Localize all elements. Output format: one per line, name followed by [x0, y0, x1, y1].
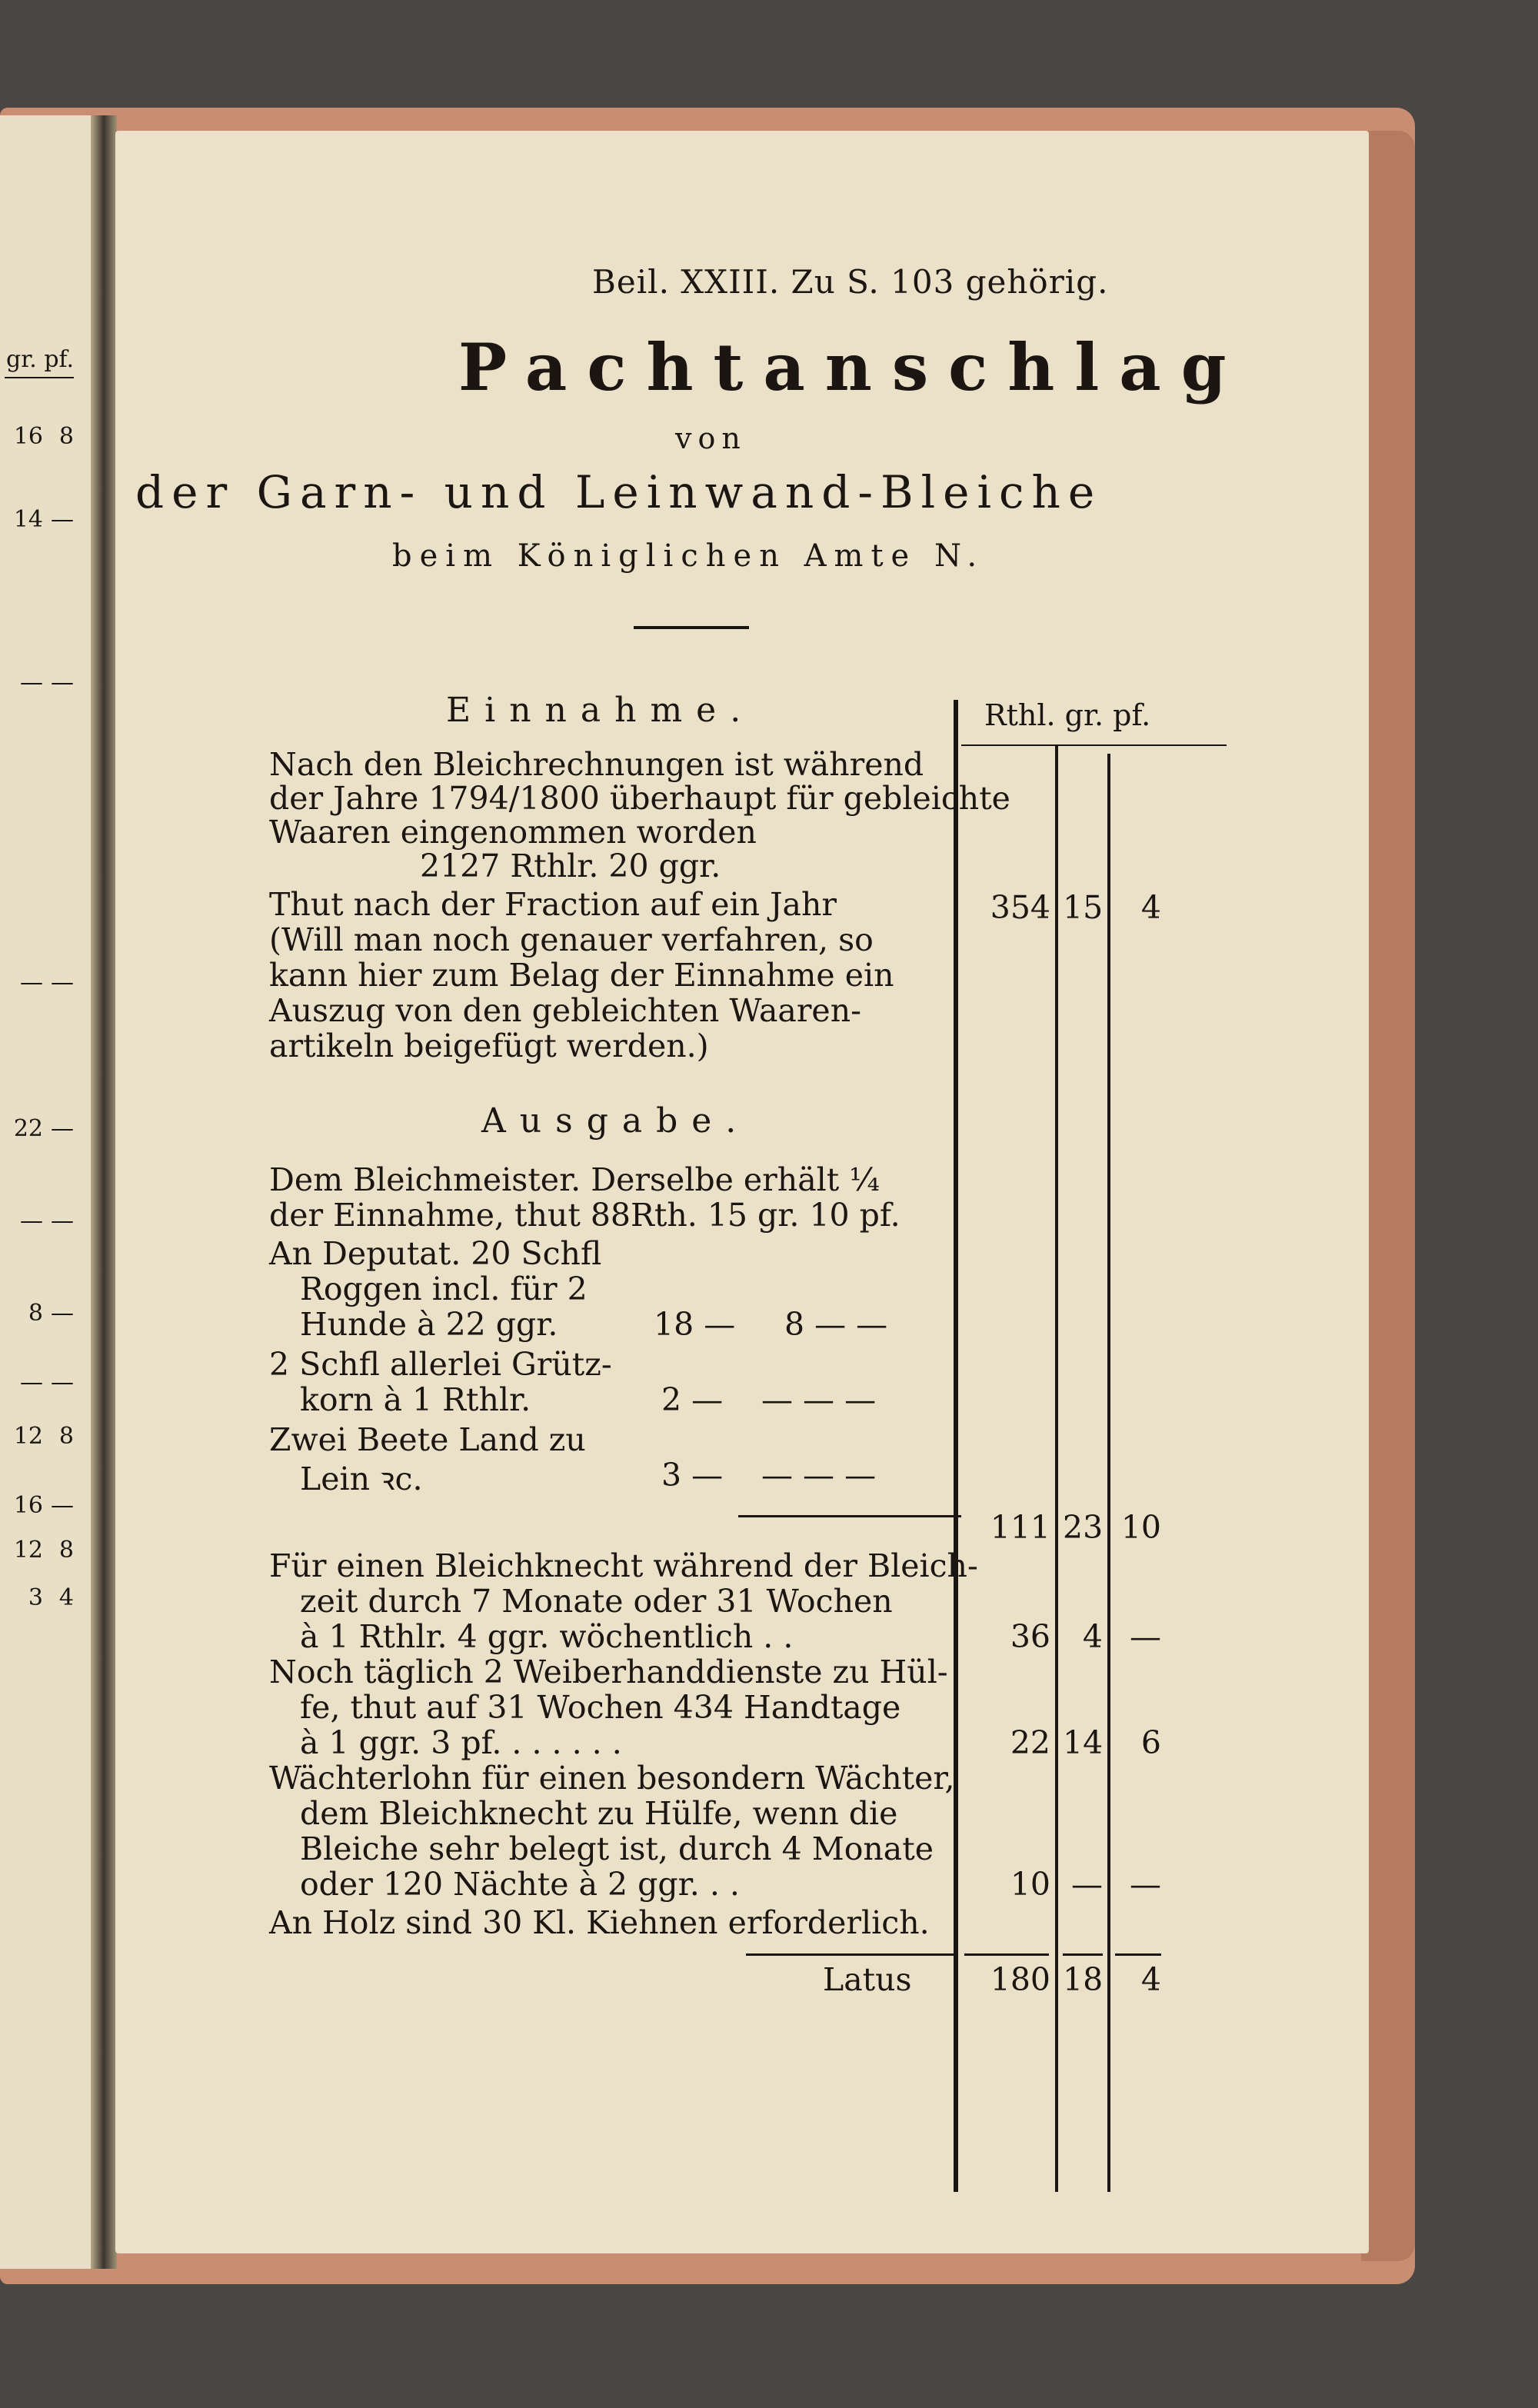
left-row-gr: — — [20, 969, 43, 996]
left-row-pf: — — [51, 1207, 74, 1234]
title-office: beim Königlichen Amte N. — [392, 538, 985, 574]
waechter-gr: — — [1071, 1866, 1103, 1903]
left-row-gr: 14 — [13, 506, 43, 533]
main-page — [115, 131, 1369, 2253]
deputat-2-pf: — — — — [761, 1381, 877, 1418]
knecht-line-1: Für einen Bleichknecht während der Bleich- — [269, 1547, 978, 1584]
left-row — [6, 969, 74, 996]
deputat-sum-rule — [738, 1515, 961, 1517]
left-row-pf: — — [51, 1115, 74, 1142]
deputat-3-line-1: Zwei Beete Land zu — [269, 1421, 586, 1458]
left-row-pf: — — [51, 669, 74, 696]
deputat-2-gr: 2 — — [661, 1381, 724, 1418]
subtotal1-pf: 10 — [1120, 1509, 1161, 1546]
deputat-1-line-3: Hunde à 22 ggr. — [300, 1306, 558, 1343]
subtotal1-rthl: 111 — [990, 1509, 1050, 1546]
knecht-pf: — — [1130, 1618, 1161, 1655]
latus-rthl: 180 — [990, 1961, 1050, 1998]
left-row-pf: 4 — [58, 1584, 74, 1611]
column-header-rule — [961, 744, 1227, 746]
left-row-pf: 8 — [58, 1423, 74, 1450]
left-row — [6, 1300, 74, 1327]
left-row-gr: 16 — [13, 1492, 43, 1519]
title-von: von — [675, 421, 747, 455]
einnahme-line-3: Waaren eingenommen worden — [269, 814, 757, 851]
einnahme-line-4: 2127 Rthlr. 20 ggr. — [420, 848, 721, 884]
title-subject: der Garn- und Leinwand-Bleiche — [135, 466, 1103, 518]
latus-label: Latus — [823, 1961, 912, 1998]
ausgabe-heading: Ausgabe. — [481, 1101, 751, 1141]
waechter-line-2: dem Bleichknecht zu Hülfe, wenn die — [300, 1795, 898, 1832]
deputat-1-pf: 8 — — — [784, 1306, 888, 1343]
left-row-pf: 8 — [58, 423, 74, 450]
einnahme-line-6: (Will man noch genauer verfahren, so — [269, 921, 874, 958]
weiber-line-1: Noch täglich 2 Weiberhanddienste zu Hül- — [269, 1654, 948, 1690]
left-row — [6, 423, 74, 450]
einnahme-line-5: Thut nach der Fraction auf ein Jahr — [269, 886, 837, 923]
einnahme-heading: Einnahme. — [446, 691, 755, 730]
left-row-pf: — — [51, 969, 74, 996]
title-divider — [634, 626, 749, 629]
left-rule — [5, 377, 74, 378]
latus-pf: 4 — [1140, 1961, 1161, 1998]
waechter-line-4: oder 120 Nächte à 2 ggr. . . — [300, 1866, 740, 1903]
deputat-3-pf: — — — — [761, 1457, 877, 1494]
weiber-gr: 14 — [1063, 1724, 1104, 1761]
ledger-gr-line — [1107, 754, 1110, 2192]
deputat-2-line-1: 2 Schfl allerlei Grütz- — [269, 1346, 612, 1383]
waechter-line-3: Bleiche sehr belegt ist, durch 4 Monate — [300, 1830, 934, 1867]
header-reference: Beil. XXIII. Zu S. 103 gehörig. — [592, 263, 1109, 301]
weiber-line-2: fe, thut auf 31 Wochen 434 Handtage — [300, 1689, 901, 1726]
left-row-gr: 22 — [13, 1115, 43, 1142]
ledger-left-line — [954, 700, 958, 2192]
deputat-3-line-2: Lein ꝛc. — [300, 1460, 423, 1497]
waechter-line-1: Wächterlohn für einen besondern Wächter, — [269, 1760, 955, 1797]
left-row-gr: 12 — [13, 1423, 43, 1450]
weiber-rthl: 22 — [1010, 1724, 1050, 1761]
einnahme-gr: 15 — [1063, 889, 1104, 926]
left-row-pf: — — [51, 1369, 74, 1396]
einnahme-pf: 4 — [1140, 889, 1161, 926]
einnahme-line-9: artikeln beigefügt werden.) — [269, 1027, 709, 1064]
left-row-pf: — — [51, 1300, 74, 1327]
knecht-line-2: zeit durch 7 Monate oder 31 Wochen — [300, 1583, 893, 1620]
left-row-gr: 3 — [28, 1584, 43, 1611]
einnahme-rthl: 354 — [990, 889, 1050, 926]
gutter — [91, 115, 117, 2269]
latus-gr: 18 — [1063, 1961, 1104, 1998]
holz-line: An Holz sind 30 Kl. Kiehnen erforderlich. — [269, 1904, 930, 1941]
left-row — [6, 506, 74, 533]
deputat-1-gr: 18 — — [654, 1306, 736, 1343]
left-row-gr: — — [20, 1369, 43, 1396]
knecht-rthl: 36 — [1010, 1618, 1050, 1655]
cover-edge — [1361, 131, 1415, 2261]
meister-line-1: Dem Bleichmeister. Derselbe erhält ¼ — [269, 1161, 880, 1198]
left-row — [6, 1584, 74, 1611]
einnahme-line-1: Nach den Bleichrechnungen ist während — [269, 746, 924, 783]
latus-rule-rthl — [964, 1953, 1049, 1956]
deputat-2-line-2: korn à 1 Rthlr. — [300, 1381, 531, 1418]
einnahme-line-2: der Jahre 1794/1800 überhaupt für gebleichte — [269, 780, 1010, 817]
left-row-gr: 16 — [13, 423, 43, 450]
left-row — [6, 1369, 74, 1396]
knecht-gr: 4 — [1082, 1618, 1103, 1655]
ledger-rthl-line — [1055, 746, 1058, 2192]
knecht-line-3: à 1 Rthlr. 4 ggr. wöchentlich . . — [300, 1618, 794, 1655]
latus-rule-gr — [1063, 1953, 1103, 1956]
left-row-gr: 12 — [13, 1537, 43, 1564]
left-row — [6, 1115, 74, 1142]
deputat-3-gr: 3 — — [661, 1457, 724, 1494]
left-row-pf: 8 — [58, 1537, 74, 1564]
waechter-rthl: 10 — [1010, 1866, 1050, 1903]
waechter-pf: — — [1130, 1866, 1161, 1903]
left-row — [6, 1537, 74, 1564]
left-row-pf: — — [51, 506, 74, 533]
latus-rule-pf — [1115, 1953, 1161, 1956]
weiber-pf: 6 — [1140, 1724, 1161, 1761]
left-row-gr: — — [20, 669, 43, 696]
left-col-header: gr. pf. — [6, 346, 75, 373]
left-row — [6, 1423, 74, 1450]
weiber-line-3: à 1 ggr. 3 pf. . . . . . . — [300, 1724, 622, 1761]
deputat-1-line-2: Roggen incl. für 2 — [300, 1271, 588, 1307]
left-row-gr: 8 — [28, 1300, 43, 1327]
latus-rule-left — [746, 1953, 954, 1956]
left-row-pf: — — [51, 1492, 74, 1519]
page-title: Pachtanschlag — [458, 329, 1247, 405]
deputat-1-line-1: An Deputat. 20 Schfl — [269, 1235, 602, 1272]
subtotal1-gr: 23 — [1063, 1509, 1104, 1546]
left-row — [6, 1207, 74, 1234]
column-header: Rthl. gr. pf. — [984, 698, 1151, 732]
left-row — [6, 669, 74, 696]
einnahme-line-8: Auszug von den gebleichten Waaren- — [269, 992, 861, 1029]
left-row — [6, 1492, 74, 1519]
einnahme-line-7: kann hier zum Belag der Einnahme ein — [269, 957, 894, 994]
meister-line-2: der Einnahme, thut 88Rth. 15 gr. 10 pf. — [269, 1197, 900, 1234]
left-row-gr: — — [20, 1207, 43, 1234]
